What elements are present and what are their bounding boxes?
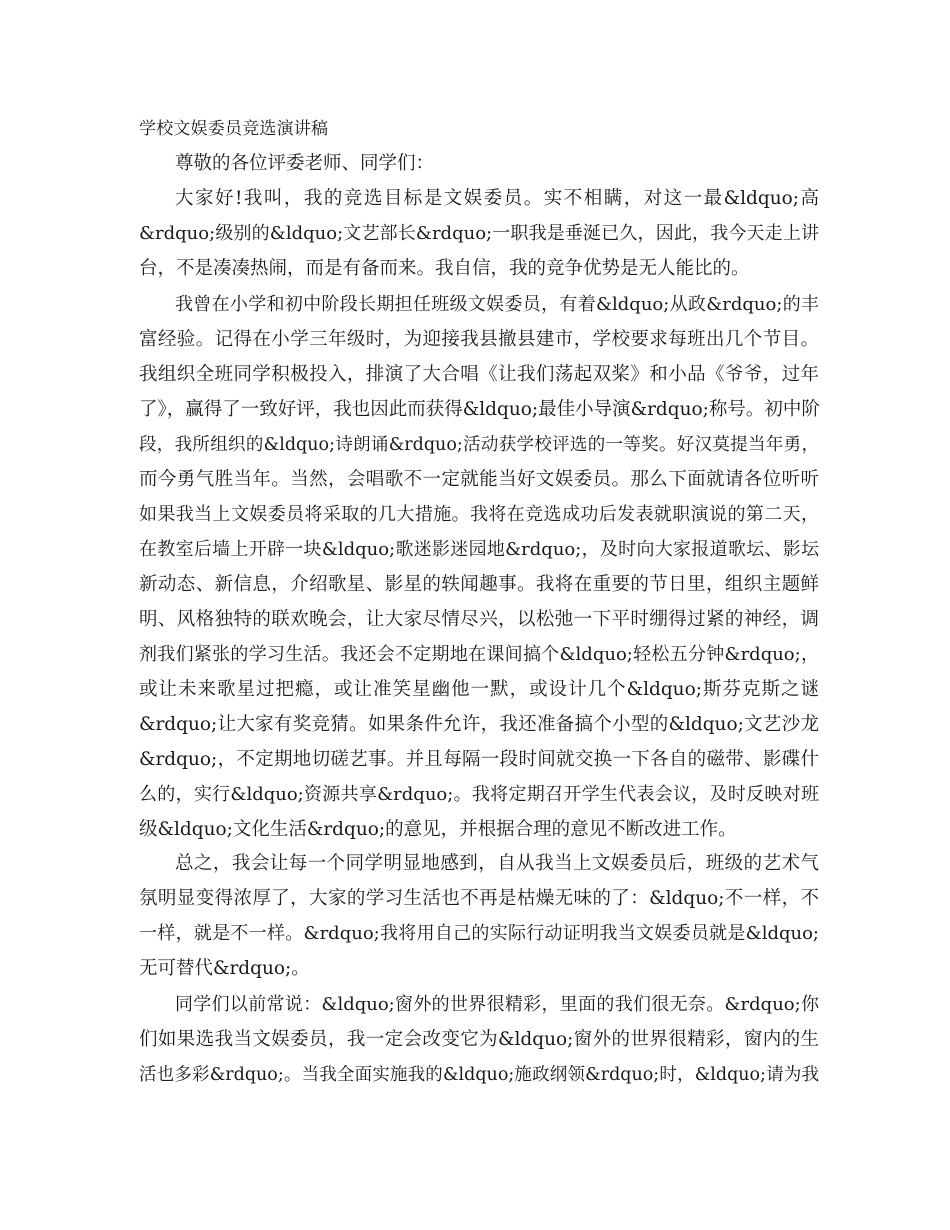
paragraph-line: 台，不是凑凑热闹，而是有备而来。我自信，我的竞争优势是无人能比的。	[139, 258, 750, 279]
paragraph-line: 而今勇气胜当年。当然，会唱歌不一定就能当好文娱委员。那么下面就请各位听听	[139, 469, 819, 490]
paragraph-line: 总之，我会让每一个同学明显地感到，自从我当上文娱委员后，班级的艺术气	[175, 853, 819, 874]
paragraph-line: 同学们以前常说：&ldquo;窗外的世界很精彩，里面的我们很无奈。&rdquo;你	[175, 994, 819, 1015]
paragraph-line: 在教室后墙上开辟一块&ldquo;歌迷影迷园地&rdquo;，及时向大家报道歌坛、影坛	[139, 539, 819, 560]
paragraph-line: 段，我所组织的&ldquo;诗朗诵&rdquo;活动获学校评选的一等奖。好汉莫提当年勇，	[139, 435, 819, 455]
paragraph-line: 如果我当上文娱委员将采取的几大措施。我将在竞选成功后发表就职演说的第二天，	[139, 504, 819, 525]
paragraph-line: 了》，赢得了一致好评，我也因此而获得&ldquo;最佳小导演&rdquo;称号。初中阶	[139, 399, 820, 420]
paragraph-line: 一样，就是不一样。&rdquo;我将用自己的实际行动证明我当文娱委员就是&ldquo;	[139, 923, 819, 944]
paragraph-line: 富经验。记得在小学三年级时，为迎接我县撤县建市，学校要求每班出几个节目。	[139, 329, 819, 350]
paragraph-line: 级&ldquo;文化生活&rdquo;的意见，并根据合理的意见不断改进工作。	[139, 819, 737, 840]
greeting-line: 尊敬的各位评委老师、同学们：	[175, 153, 435, 174]
paragraph-line: &rdquo;级别的&ldquo;文艺部长&rdquo;一职我是垂涎已久，因此，我今天走上讲	[139, 223, 819, 244]
paragraph-line: 我组织全班同学积极投入，排演了大合唱《让我们荡起双桨》和小品《爷爷，过年	[139, 364, 819, 385]
paragraph-line: &rdquo;，不定期地切磋艺事。并且每隔一段时间就交换一下各自的磁带、影碟什	[139, 749, 819, 770]
paragraph-line: 或让未来歌星过把瘾，或让准笑星幽他一默，或设计几个&ldquo;斯芬克斯之谜	[139, 679, 819, 700]
paragraph-line: 们如果选我当文娱委员，我一定会改变它为&ldquo;窗外的世界很精彩，窗内的生	[139, 1029, 819, 1050]
paragraph-line: 我曾在小学和初中阶段长期担任班级文娱委员，有着&ldquo;从政&rdquo;的丰	[175, 294, 819, 315]
paragraph-line: 氛明显变得浓厚了，大家的学习生活也不再是枯燥无味的了：&ldquo;不一样，不	[139, 888, 819, 909]
paragraph-line: 剂我们紧张的学习生活。我还会不定期地在课间搞个&ldquo;轻松五分钟&rdquo;，	[139, 644, 819, 665]
paragraph-line: 大家好!我叫，我的竞选目标是文娱委员。实不相瞒，对这一最&ldquo;高	[175, 188, 819, 209]
paragraph-line: 新动态、新信息，介绍歌星、影星的轶闻趣事。我将在重要的节日里，组织主题鲜	[139, 574, 819, 595]
document-title: 学校文娱委员竞选演讲稿	[139, 119, 329, 139]
paragraph-line: 无可替代&rdquo;。	[139, 958, 310, 979]
paragraph-line: 明、风格独特的联欢晚会，让大家尽情尽兴，以松弛一下平时绷得过紧的神经，调	[139, 609, 819, 630]
paragraph-line: 么的，实行&ldquo;资源共享&rdquo;。我将定期召开学生代表会议，及时反映对班	[139, 784, 819, 805]
paragraph-line: 活也多彩&rdquo;。当我全面实施我的&ldquo;施政纲领&rdquo;时，&ldquo;请为我	[139, 1065, 819, 1085]
paragraph-line: &rdquo;让大家有奖竞猜。如果条件允许，我还准备搞个小型的&ldquo;文艺沙龙	[139, 714, 819, 735]
